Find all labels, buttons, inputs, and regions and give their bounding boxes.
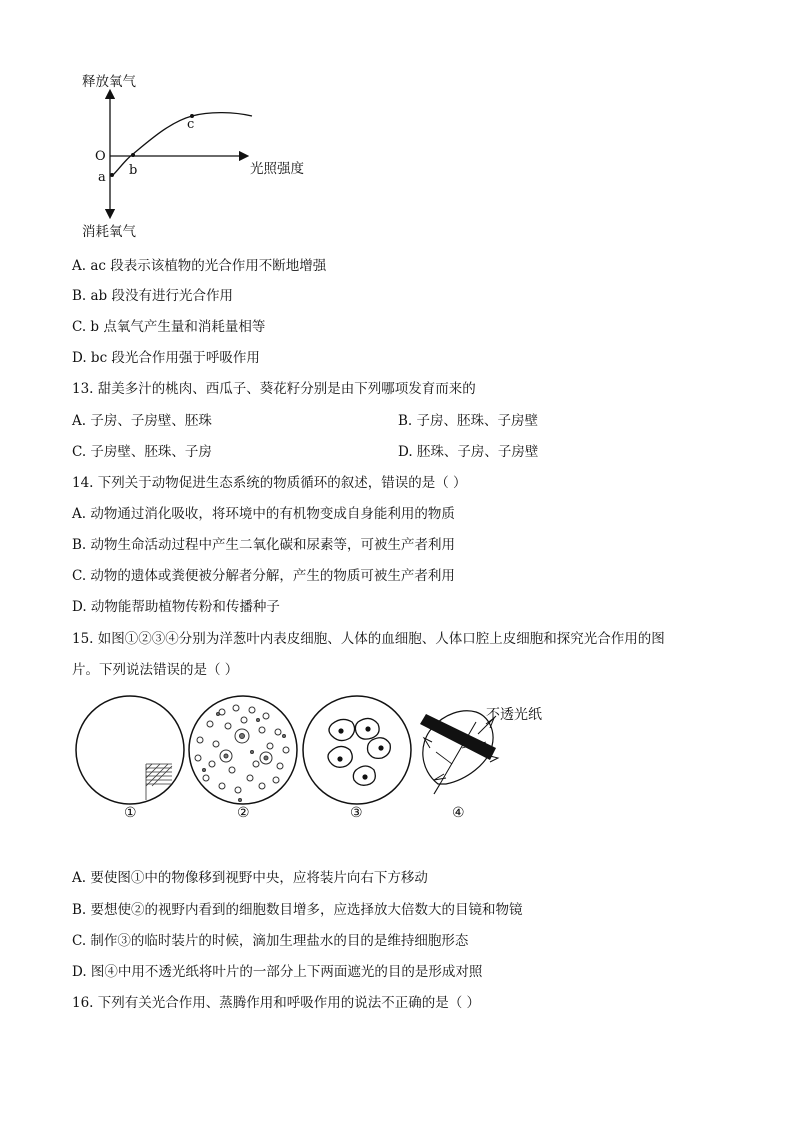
origin-label: O xyxy=(95,149,106,164)
figure-label-3: ③ xyxy=(350,805,363,821)
figure-label-2: ② xyxy=(237,805,250,821)
q15-stem-line2: 片。下列说法错误的是（ ） xyxy=(72,662,239,678)
q13-option-b: B. 子房、胚珠、子房壁 xyxy=(398,413,539,429)
x-axis-label: 光照强度 xyxy=(250,161,304,177)
q14-option-a: A. 动物通过消化吸收，将环境中的有机物变成自身能利用的物质 xyxy=(72,506,455,522)
y-top-label: 释放氧气 xyxy=(82,74,136,90)
q16-stem: 16. 下列有关光合作用、蒸腾作用和呼吸作用的说法不正确的是（ ） xyxy=(72,995,481,1011)
figure-3-cheek-cells xyxy=(303,696,411,804)
q15-option-c: C. 制作③的临时装片的时候，滴加生理盐水的目的是维持细胞形态 xyxy=(72,933,469,949)
q13-option-a: A. 子房、子房壁、胚珠 xyxy=(72,413,212,429)
point-a-label: a xyxy=(98,170,106,185)
point-b-label: b xyxy=(129,163,138,178)
q14-stem: 14. 下列关于动物促进生态系统的物质循环的叙述，错误的是（ ） xyxy=(72,475,467,491)
q13-option-d: D. 胚珠、子房、子房壁 xyxy=(398,444,539,460)
q15-option-b: B. 要想使②的视野内看到的细胞数目增多，应选择放大倍数大的目镜和物镜 xyxy=(72,902,523,918)
q12-option-c: C. b 点氧气产生量和消耗量相等 xyxy=(72,319,266,335)
figure-2-blood-cells xyxy=(189,696,297,804)
q15-option-d: D. 图④中用不透光纸将叶片的一部分上下两面遮光的目的是形成对照 xyxy=(72,964,483,980)
point-c-label: c xyxy=(187,117,195,132)
q14-option-b: B. 动物生命活动过程中产生二氧化碳和尿素等，可被生产者利用 xyxy=(72,537,456,553)
q12-option-d: D. bc 段光合作用强于呼吸作用 xyxy=(72,350,260,366)
q12-option-b: B. ab 段没有进行光合作用 xyxy=(72,288,233,304)
q15-option-a: A. 要使图①中的物像移到视野中央，应将装片向右下方移动 xyxy=(72,870,428,886)
q14-option-c: C. 动物的遗体或粪便被分解者分解，产生的物质可被生产者利用 xyxy=(72,568,455,584)
q14-option-d: D. 动物能帮助植物传粉和传播种子 xyxy=(72,599,280,615)
q13-option-c: C. 子房壁、胚珠、子房 xyxy=(72,444,212,460)
figure-label-4: ④ xyxy=(452,805,465,821)
q12-option-a: A. ac 段表示该植物的光合作用不断地增强 xyxy=(72,258,327,274)
paper-label: 不透光纸 xyxy=(486,707,542,723)
figure-label-1: ① xyxy=(124,805,137,821)
q13-stem: 13. 甜美多汁的桃肉、西瓜子、葵花籽分别是由下列哪项发育而来的 xyxy=(72,381,476,397)
figure-1-onion-cells xyxy=(76,696,184,804)
q15-stem-line1: 15. 如图①②③④分别为洋葱叶内表皮细胞、人体的血细胞、人体口腔上皮细胞和探究光合作用的图 xyxy=(72,631,665,647)
y-bottom-label: 消耗氧气 xyxy=(82,224,136,240)
